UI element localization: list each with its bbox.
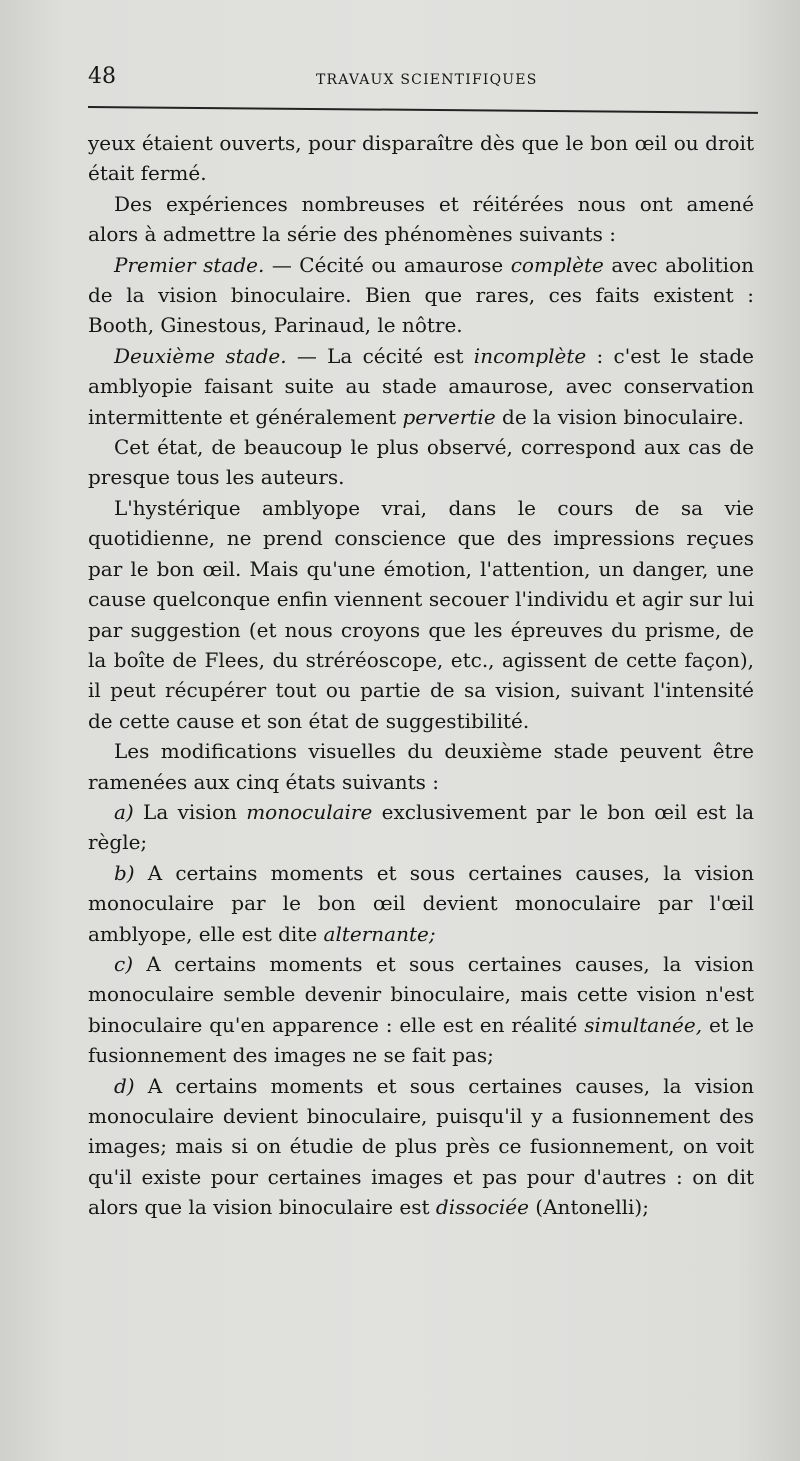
body-text [88,128,754,1223]
page-number: 48 [88,64,116,89]
paragraph-text: Les modifications visuelles du deuxième stade peuvent être ramenées aux cinq états suivants : [88,739,754,794]
paragraph-text: L'hystérique amblyope vrai, dans le cours de sa vie quotidienne, ne prend conscience que des impressions reçues par le bon œil. Mais qu'une émotion, l'attention, un danger, une cause quelconque enfin viennent secouer l'individu et agir sur lui par suggestion (et nous croyons que les épreuves du prisme, de la boîte de Flees, du stréréoscope, etc., agissent de cette façon), il peut récupérer tout ou partie de sa vision, suivant l'intensité de cette cause et son état de suggestibilité. [88,495,754,733]
paragraph-text: yeux étaient ouverts, pour disparaître dès que le bon œil ou droit était fermé. [88,131,754,186]
list-marker: d) [114,1073,135,1098]
paragraph-premier-stade [88,250,754,341]
paragraph-deuxieme-stade [88,341,754,432]
page-header [88,64,758,94]
paragraph-text: exclusivement par le bon œil est la règle; [88,799,754,855]
running-head: TRAVAUX SCIENTIFIQUES [316,72,538,88]
paragraph-modifications [88,736,754,797]
paragraph-continuation [88,128,754,189]
paragraph-text: de la vision binoculaire. [495,404,744,429]
paragraph-text: — Cécité ou amaurose [264,252,511,277]
paragraph-text: A certains moments et sous certaines causes, la vision monoculaire devient binoculaire, puisqu'il y a fusionnement des images; mais si on étudie de plus près ce fusionnement, on voit qu'il existe pour certaines images et pas pour d'autres : on dit alors que la vision binoculaire est [88,1073,754,1220]
paragraph-text: et le fusionnement des images ne se fait pas; [88,1012,754,1068]
list-item-b [88,858,754,949]
paragraph-text: (Antonelli); [528,1195,649,1220]
paragraph-hysterique [88,493,754,736]
paragraph-text: Des expériences nombreuses et réitérées nous ont amené alors à admettre la série des phénomènes suivants : [88,191,754,247]
list-marker: b) [114,860,135,885]
list-item-d [88,1071,754,1223]
paragraph-text: : c'est le stade amblyopie faisant suite au stade amaurose, avec conservation intermittente et généralement [88,343,754,429]
paragraph-text: A certains moments et sous certaines causes, la vision monoculaire par le bon œil devient monoculaire par l'œil amblyope, elle est dite [88,860,754,946]
paragraph-text: avec abolition de la vision binoculaire. Bien que rares, ces faits existent : Booth, Ginestous, Parinaud, le nôtre. [88,252,754,338]
list-marker: a) [114,799,134,824]
emphasis: alternante; [323,921,436,946]
stage-label: Premier stade. [114,252,265,277]
stage-label: Deuxième stade. [114,343,287,368]
paragraph-text: A certains moments et sous certaines causes, la vision monoculaire semble devenir binoculaire, mais cette vision n'est binoculaire qu'en apparence : elle est en réalité [88,951,754,1037]
emphasis: incomplète [473,343,587,368]
emphasis: simultanée, [584,1012,703,1037]
emphasis: pervertie [402,404,496,429]
paragraph-text: — La cécité est [286,343,474,368]
emphasis: dissociée [435,1195,529,1220]
emphasis: monoculaire [246,799,373,824]
emphasis: complète [510,252,604,277]
list-marker: c) [114,951,134,976]
header-rule [88,106,758,114]
list-item-a [88,797,754,858]
paragraph-text: Cet état, de beaucoup le plus observé, correspond aux cas de presque tous les auteurs. [88,435,754,490]
paragraph-cet-etat [88,432,754,493]
paragraph-text: La vision [133,799,247,824]
paragraph-experiences [88,189,754,250]
list-item-c [88,949,754,1071]
